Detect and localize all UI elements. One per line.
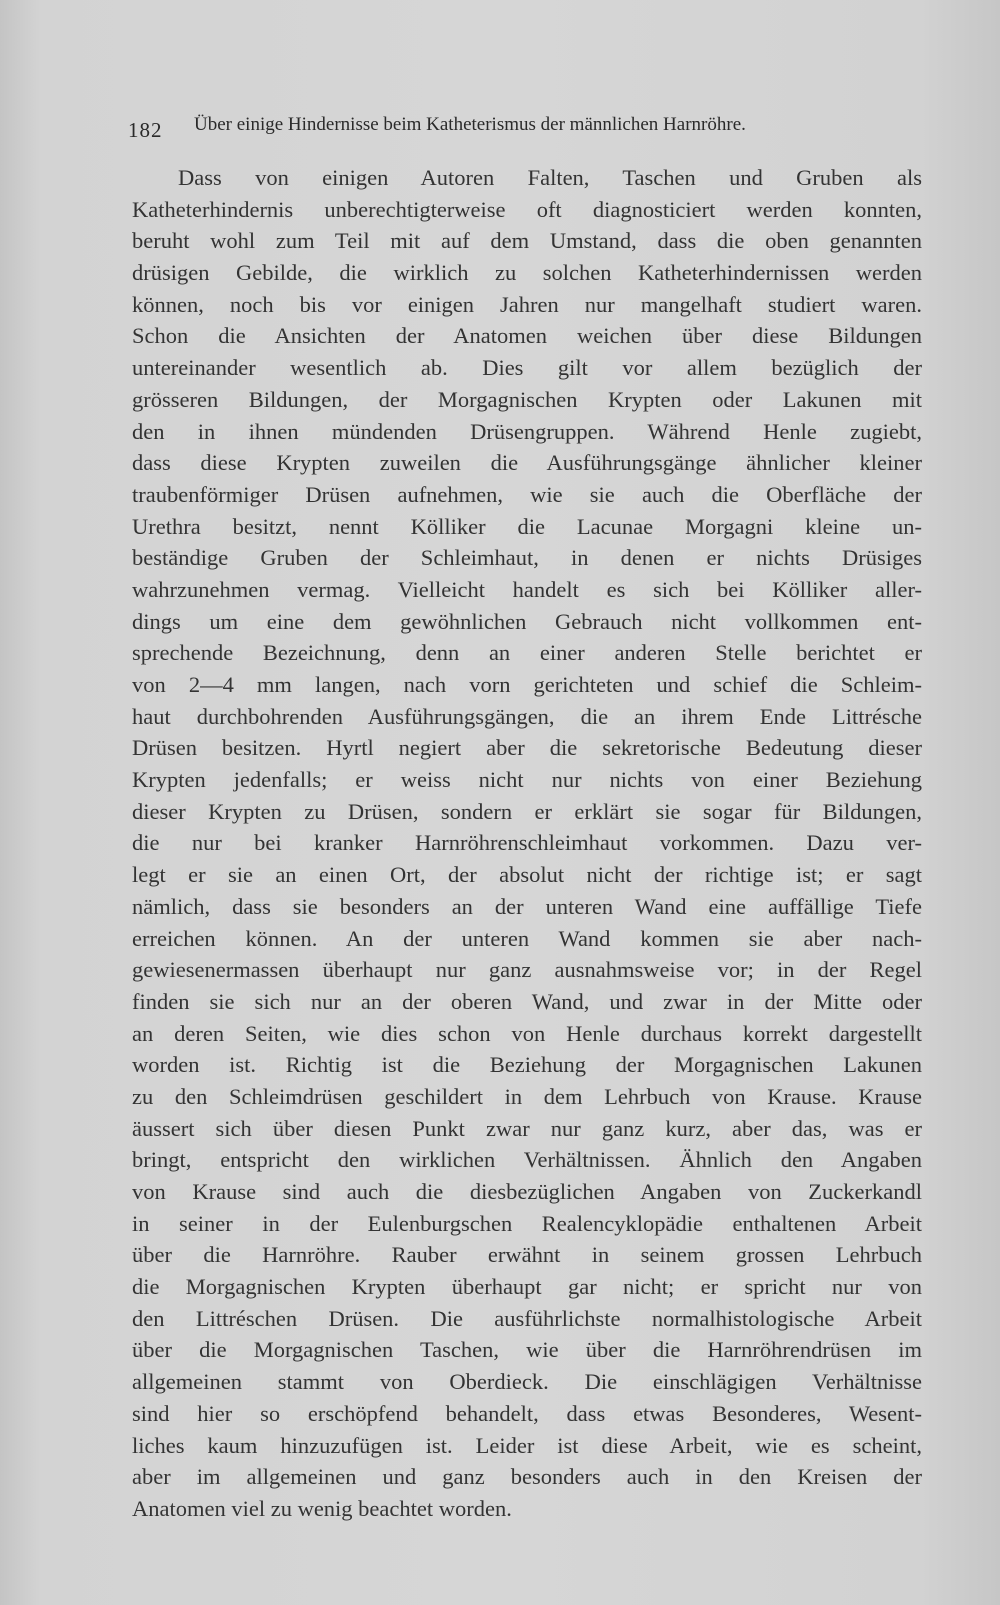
text-line: von Krause sind auch die diesbezüglichen Angaben von Zuckerkandl [132,1179,922,1204]
text-line: Katheterhindernis unberechtigterweise oft diagnosticiert werden konnten, [132,196,922,222]
text-line: Urethra besitzt, nennt Kölliker die Lacunae Morgagni kleine un- [132,513,922,539]
text-line: von 2—4 mm langen, nach vorn gerichteten und schief die Schleim- [132,672,922,697]
text-line: liches kaum hinzuzufügen ist. Leider ist diese Arbeit, wie es scheint, [132,1432,922,1458]
text-line: worden ist. Richtig ist die Beziehung der Morgagnischen Lakunen [132,1052,922,1078]
text-line: legt er sie an einen Ort, der absolut nicht der richtige ist; er sagt [132,862,922,888]
body-paragraph [132,162,922,1525]
text-line: grösseren Bildungen, der Morgagnischen Krypten oder Lakunen mit [132,386,922,412]
text-line: zu den Schleimdrüsen geschildert in dem Lehrbuch von Krause. Krause [132,1083,922,1109]
text-line: dass diese Krypten zuweilen die Ausführungsgänge ähnlicher kleiner [132,450,922,476]
text-line: wahrzunehmen vermag. Vielleicht handelt es sich bei Kölliker aller- [132,576,922,602]
text-line: in seiner in der Eulenburgschen Realencyklopädie enthaltenen Arbeit [132,1210,922,1236]
text-line: die nur bei kranker Harnröhrenschleimhaut vorkommen. Dazu ver- [132,830,922,856]
text-line: Dass von einigen Autoren Falten, Taschen und Gruben als [178,165,922,190]
text-line: allgemeinen stammt von Oberdieck. Die einschlägigen Verhältnisse [132,1369,922,1395]
text-line: untereinander wesentlich ab. Dies gilt vor allem bezüglich der [132,355,922,381]
page-header [128,110,908,140]
text-line: beruht wohl zum Teil mit auf dem Umstand, dass die oben genannten [132,228,922,254]
text-line: dieser Krypten zu Drüsen, sondern er erklärt sie sogar für Bildungen, [132,798,922,824]
text-line: die Morgagnischen Krypten überhaupt gar nicht; er spricht nur von [132,1274,922,1300]
text-line: haut durchbohrenden Ausführungsgängen, die an ihrem Ende Littrésche [132,703,922,729]
text-line: aber im allgemeinen und ganz besonders auch in den Kreisen der [132,1464,922,1490]
text-line: erreichen können. An der unteren Wand kommen sie aber nach- [132,925,922,951]
text-line: beständige Gruben der Schleimhaut, in denen er nichts Drüsiges [132,545,922,571]
text-line: dings um eine dem gewöhnlichen Gebrauch nicht vollkommen ent- [132,608,922,634]
text-line: den in ihnen mündenden Drüsengruppen. Während Henle zugiebt, [132,418,922,444]
running-head: Über einige Hindernisse beim Katheterismus der männlichen Harnröhre. [194,114,746,135]
text-line: Schon die Ansichten der Anatomen weichen über diese Bildungen [132,323,922,349]
text-line: sind hier so erschöpfend behandelt, dass etwas Besonderes, Wesent- [132,1400,922,1426]
text-line: bringt, entspricht den wirklichen Verhältnissen. Ähnlich den Angaben [132,1147,922,1173]
text-line: gewiesenermassen überhaupt nur ganz ausnahmsweise vor; in der Regel [132,957,922,983]
page-number: 182 [128,118,163,142]
text-line: traubenförmiger Drüsen aufnehmen, wie sie auch die Oberfläche der [132,481,922,507]
text-line: nämlich, dass sie besonders an der unteren Wand eine auffällige Tiefe [132,893,922,919]
text-line: an deren Seiten, wie dies schon von Henle durchaus korrekt dargestellt [132,1020,922,1046]
text-line: sprechende Bezeichnung, denn an einer anderen Stelle berichtet er [132,640,922,666]
text-line: finden sie sich nur an der oberen Wand, und zwar in der Mitte oder [132,988,922,1014]
text-line: können, noch bis vor einigen Jahren nur mangelhaft studiert waren. [132,291,922,317]
text-line: den Littréschen Drüsen. Die ausführlichste normalhistologische Arbeit [132,1305,922,1331]
text-line: Drüsen besitzen. Hyrtl negiert aber die sekretorische Bedeutung dieser [132,735,922,761]
text-line: über die Morgagnischen Taschen, wie über die Harnröhrendrüsen im [132,1337,922,1363]
text-line: äussert sich über diesen Punkt zwar nur ganz kurz, aber das, was er [132,1115,922,1141]
text-line: drüsigen Gebilde, die wirklich zu solchen Katheterhindernissen werden [132,260,922,286]
text-line: Anatomen viel zu wenig beachtet worden. [132,1495,512,1521]
text-line: über die Harnröhre. Rauber erwähnt in seinem grossen Lehrbuch [132,1242,922,1268]
text-line: Krypten jedenfalls; er weiss nicht nur nichts von einer Beziehung [132,767,922,793]
